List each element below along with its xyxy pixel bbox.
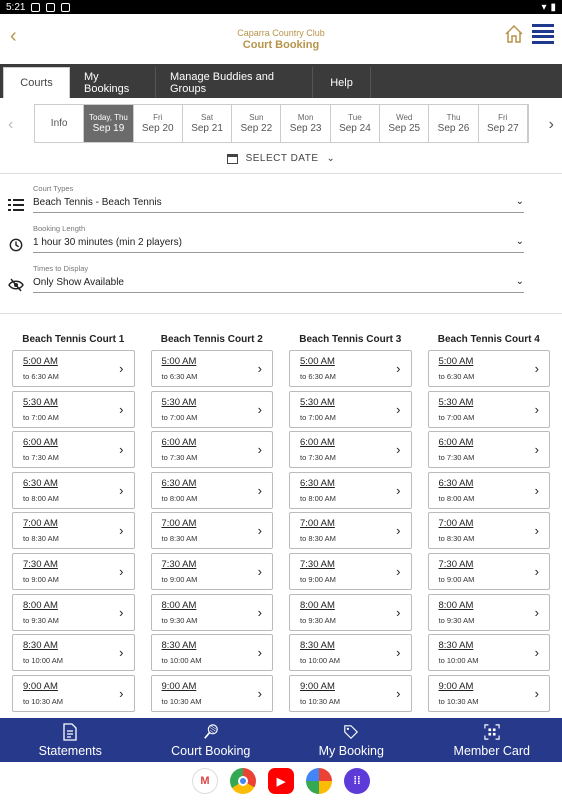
android-dock <box>0 762 562 800</box>
slot-end: to 10:00 AM <box>300 656 341 666</box>
chevron-right-icon: › <box>119 442 124 458</box>
court-column <box>12 330 135 715</box>
date-date: Sep 25 <box>388 123 421 134</box>
times-to-display-filter[interactable] <box>0 260 562 300</box>
slot-end: to 10:00 AM <box>161 656 202 666</box>
chevron-right-icon: › <box>396 645 401 661</box>
slot-end: to 10:30 AM <box>300 696 341 706</box>
app-drawer-icon[interactable]: ⁞⁞ <box>344 768 370 794</box>
info-button[interactable]: Info <box>35 105 84 142</box>
chevron-right-icon: › <box>257 604 262 620</box>
slot-end: to 9:30 AM <box>438 615 475 625</box>
slot-start: 8:30 AM <box>300 640 335 652</box>
court-name: Beach Tennis Court 4 <box>437 334 540 345</box>
slot-end: to 10:30 AM <box>438 696 479 706</box>
date-cell[interactable] <box>380 105 429 142</box>
time-slot[interactable] <box>12 594 135 631</box>
slot-end: to 6:30 AM <box>438 372 475 381</box>
court-column <box>151 330 274 715</box>
time-slot[interactable] <box>151 472 274 509</box>
slot-end: to 9:00 AM <box>300 574 336 584</box>
notification-icon <box>61 3 70 12</box>
time-slot[interactable] <box>428 431 551 468</box>
slot-start: 8:00 AM <box>161 599 197 611</box>
time-slot[interactable] <box>289 391 412 428</box>
court-name: Beach Tennis Court 2 <box>160 334 263 345</box>
time-slot[interactable] <box>428 675 551 712</box>
time-slot[interactable] <box>12 391 135 428</box>
time-slot[interactable] <box>289 634 412 671</box>
time-slot[interactable] <box>12 675 135 712</box>
slot-end: to 7:00 AM <box>438 412 475 422</box>
chevron-right-icon: › <box>396 604 401 620</box>
filter-label: Times to Display <box>33 264 89 273</box>
chevron-right-icon: › <box>396 563 401 579</box>
court-grid <box>12 330 550 715</box>
battery-icon: ▮ <box>550 1 556 13</box>
slot-end: to 8:00 AM <box>438 493 475 503</box>
slot-end: to 9:30 AM <box>161 615 198 625</box>
chevron-right-icon: › <box>396 401 401 417</box>
slot-start: 6:00 AM <box>23 437 58 449</box>
chevron-down-icon: ⌄ <box>515 236 524 247</box>
date-day: Fri <box>498 113 508 122</box>
select-date-label: SELECT DATE <box>245 153 319 164</box>
tennis-racket-icon <box>203 723 219 741</box>
chrome-icon[interactable] <box>230 768 256 794</box>
slot-start: 5:00 AM <box>438 356 474 367</box>
gmail-icon[interactable]: M <box>192 768 218 794</box>
chevron-right-icon: › <box>534 361 539 376</box>
time-slot[interactable] <box>428 512 551 549</box>
qr-code-icon <box>484 723 500 741</box>
date-date: Sep 23 <box>289 123 322 134</box>
time-slot[interactable] <box>151 431 274 468</box>
chevron-right-icon: › <box>396 361 401 376</box>
time-slot[interactable] <box>12 512 135 549</box>
slot-start: 7:00 AM <box>161 518 197 530</box>
nav-label: Member Card <box>453 744 530 758</box>
back-icon[interactable]: ‹ <box>10 25 17 47</box>
filter-value: Only Show Available <box>33 277 524 293</box>
nav-member-card[interactable] <box>422 718 562 762</box>
chevron-right-icon: › <box>119 563 124 579</box>
filter-value: 1 hour 30 minutes (min 2 players) <box>33 237 524 253</box>
slot-end: to 8:30 AM <box>300 534 336 544</box>
notification-icon <box>31 3 40 12</box>
slot-start: 9:00 AM <box>438 680 474 692</box>
slot-end: to 9:30 AM <box>300 615 336 625</box>
slot-start: 6:30 AM <box>23 477 58 489</box>
slot-end: to 10:00 AM <box>438 656 479 666</box>
slot-end: to 10:30 AM <box>161 696 202 706</box>
chevron-right-icon: › <box>257 685 262 701</box>
nav-label: My Booking <box>318 744 384 758</box>
status-bar <box>0 0 562 14</box>
chevron-right-icon: › <box>534 442 539 458</box>
time-slot[interactable] <box>12 350 135 387</box>
slot-start: 8:30 AM <box>161 640 197 652</box>
list-icon <box>8 198 24 212</box>
slot-end: to 7:30 AM <box>438 453 475 463</box>
chevron-right-icon: › <box>119 604 124 620</box>
date-selector <box>0 104 562 144</box>
time-slot[interactable] <box>289 675 412 712</box>
slot-start: 9:00 AM <box>161 680 197 692</box>
clock-icon <box>8 238 24 252</box>
slot-start: 6:00 AM <box>161 437 197 449</box>
chevron-right-icon: › <box>396 442 401 458</box>
slot-start: 5:30 AM <box>161 396 197 408</box>
date-date: Sep 22 <box>240 123 273 134</box>
date-date: Sep 19 <box>92 123 125 134</box>
bottom-nav <box>0 718 562 762</box>
slot-start: 7:30 AM <box>438 558 474 570</box>
chevron-right-icon: › <box>534 523 539 539</box>
slot-start: 7:30 AM <box>300 558 335 570</box>
chevron-right-icon: › <box>119 482 124 498</box>
slot-start: 5:00 AM <box>23 356 58 367</box>
chevron-right-icon: › <box>257 442 262 458</box>
slot-end: to 7:00 AM <box>161 412 198 422</box>
slot-start: 8:30 AM <box>438 640 474 652</box>
hamburger-menu-icon[interactable] <box>532 24 554 44</box>
eye-slash-icon <box>8 278 24 292</box>
time-slot[interactable] <box>289 594 412 631</box>
time-slot[interactable] <box>151 350 274 387</box>
slot-start: 6:30 AM <box>438 477 474 489</box>
chevron-right-icon: › <box>534 685 539 701</box>
booking-length-filter[interactable] <box>0 220 562 260</box>
slot-start: 6:00 AM <box>438 437 474 449</box>
slot-end: to 7:30 AM <box>300 453 336 463</box>
slot-end: to 7:30 AM <box>161 453 198 463</box>
chevron-right-icon: › <box>534 563 539 579</box>
tab-courts[interactable]: Courts <box>3 67 70 98</box>
slot-end: to 9:00 AM <box>161 574 198 584</box>
slot-start: 6:30 AM <box>161 477 197 489</box>
calendar-icon <box>227 154 238 164</box>
time-slot[interactable] <box>12 472 135 509</box>
court-name: Beach Tennis Court 3 <box>299 334 402 345</box>
time-slot[interactable] <box>428 391 551 428</box>
chevron-right-icon[interactable]: › <box>548 116 554 133</box>
slot-start: 5:30 AM <box>23 396 58 408</box>
date-date: Sep 20 <box>141 123 174 134</box>
filter-value: Beach Tennis - Beach Tennis <box>33 197 524 213</box>
filter-label: Booking Length <box>33 224 86 233</box>
date-cell[interactable] <box>84 105 133 142</box>
chevron-right-icon: › <box>534 645 539 661</box>
time-slot[interactable] <box>428 472 551 509</box>
time-slot[interactable] <box>289 431 412 468</box>
time-slot[interactable] <box>289 350 412 387</box>
select-date-button[interactable] <box>0 144 562 174</box>
slot-end: to 9:00 AM <box>438 574 475 584</box>
slot-start: 7:30 AM <box>23 558 58 570</box>
time-slot[interactable] <box>151 512 274 549</box>
slot-end: to 6:30 AM <box>23 372 59 381</box>
nav-label: Statements <box>38 744 102 758</box>
document-icon <box>62 723 78 741</box>
chevron-down-icon: ⌄ <box>326 153 336 164</box>
nav-statements[interactable] <box>0 718 141 762</box>
slot-start: 6:00 AM <box>300 437 335 449</box>
chevron-right-icon: › <box>119 361 124 376</box>
chevron-right-icon: › <box>534 482 539 498</box>
chevron-right-icon: › <box>257 361 262 376</box>
chevron-down-icon: ⌄ <box>515 276 524 287</box>
club-name: Caparra Country Club <box>237 27 325 38</box>
chevron-right-icon: › <box>257 482 262 498</box>
slot-start: 9:00 AM <box>300 680 335 692</box>
nav-label: Court Booking <box>171 744 251 758</box>
date-cell[interactable] <box>429 105 478 142</box>
time-slot[interactable] <box>151 391 274 428</box>
court-type-filter[interactable] <box>0 180 562 220</box>
slot-end: to 8:00 AM <box>23 493 59 503</box>
date-day: Tue <box>348 113 362 122</box>
slot-end: to 8:00 AM <box>300 493 336 503</box>
chevron-right-icon: › <box>396 523 401 539</box>
chevron-right-icon: › <box>257 563 262 579</box>
tag-icon <box>343 723 359 741</box>
slot-start: 8:00 AM <box>438 599 474 611</box>
chevron-right-icon: › <box>534 604 539 620</box>
time-slot[interactable] <box>289 512 412 549</box>
court-column <box>289 330 412 715</box>
tab-manage-buddies[interactable]: Manage Buddies and Groups <box>156 67 313 98</box>
home-icon[interactable] <box>504 24 524 44</box>
date-cell[interactable] <box>281 105 330 142</box>
date-day: Sun <box>249 113 264 122</box>
slot-start: 7:30 AM <box>161 558 197 570</box>
date-cell[interactable] <box>479 105 528 142</box>
filters-panel <box>0 174 562 314</box>
slot-end: to 8:00 AM <box>161 493 198 503</box>
chevron-right-icon: › <box>396 482 401 498</box>
date-date: Sep 24 <box>339 123 371 134</box>
photos-icon[interactable] <box>306 768 332 794</box>
slot-end: to 10:00 AM <box>23 656 64 666</box>
tab-bar <box>0 64 562 98</box>
chevron-left-icon[interactable]: ‹ <box>8 116 14 133</box>
slot-start: 8:30 AM <box>23 640 58 652</box>
time-slot[interactable] <box>428 350 551 387</box>
time-slot[interactable] <box>428 553 551 590</box>
wifi-icon: ▾ <box>541 1 547 13</box>
date-cell[interactable] <box>331 105 380 142</box>
time-slot[interactable] <box>289 472 412 509</box>
tab-my-bookings[interactable]: My Bookings <box>70 67 156 98</box>
slot-start: 8:00 AM <box>300 599 335 611</box>
time-slot[interactable] <box>151 634 274 671</box>
time-slot[interactable] <box>289 553 412 590</box>
date-day: Thu <box>446 113 461 122</box>
slot-end: to 10:30 AM <box>23 696 64 706</box>
chevron-right-icon: › <box>119 645 124 661</box>
date-date: Sep 21 <box>191 123 223 134</box>
chevron-right-icon: › <box>534 401 539 417</box>
time-slot[interactable] <box>151 675 274 712</box>
chevron-right-icon: › <box>396 685 401 701</box>
slot-start: 7:00 AM <box>23 518 58 530</box>
date-day: Fri <box>153 113 163 122</box>
slot-end: to 9:30 AM <box>23 615 59 625</box>
slot-end: to 8:30 AM <box>23 534 59 544</box>
time-slot[interactable] <box>151 553 274 590</box>
slot-start: 5:00 AM <box>300 356 335 367</box>
slot-end: to 7:30 AM <box>23 453 59 463</box>
slot-start: 5:00 AM <box>161 356 197 367</box>
youtube-icon[interactable]: ▶ <box>268 768 294 794</box>
slot-end: to 7:00 AM <box>23 412 59 422</box>
chevron-right-icon: › <box>119 523 124 539</box>
slot-start: 7:00 AM <box>438 518 474 530</box>
date-day: Today, Thu <box>89 113 128 122</box>
page-title: Court Booking <box>242 38 320 51</box>
time-slot[interactable] <box>428 634 551 671</box>
court-name: Beach Tennis Court 1 <box>22 334 125 345</box>
slot-start: 6:30 AM <box>300 477 335 489</box>
chevron-right-icon: › <box>257 645 262 661</box>
nav-my-booking[interactable] <box>281 718 422 762</box>
time-slot[interactable] <box>151 594 274 631</box>
slot-end: to 8:30 AM <box>438 534 475 544</box>
date-day: Wed <box>396 113 413 122</box>
slot-end: to 7:00 AM <box>300 412 336 422</box>
slot-end: to 6:30 AM <box>300 372 336 381</box>
time-slot[interactable] <box>428 594 551 631</box>
date-date: Sep 26 <box>437 123 470 134</box>
date-cell[interactable] <box>232 105 281 142</box>
slot-start: 7:00 AM <box>300 518 335 530</box>
date-strip <box>34 104 529 143</box>
time-slot[interactable] <box>12 634 135 671</box>
notification-icon <box>46 3 55 12</box>
tab-help[interactable]: Help <box>313 67 371 98</box>
date-day: Sat <box>201 113 214 122</box>
status-time: 5:21 <box>6 1 26 13</box>
chevron-down-icon: ⌄ <box>515 196 524 207</box>
chevron-right-icon: › <box>257 523 262 539</box>
chevron-right-icon: › <box>257 401 262 417</box>
court-column <box>428 330 551 715</box>
slot-end: to 9:00 AM <box>23 574 59 584</box>
slot-start: 5:30 AM <box>300 396 335 408</box>
app-header <box>0 14 562 64</box>
slot-end: to 6:30 AM <box>161 372 198 381</box>
slot-start: 9:00 AM <box>23 680 58 692</box>
chevron-right-icon: › <box>119 401 124 417</box>
slot-start: 8:00 AM <box>23 599 58 611</box>
time-slot[interactable] <box>12 553 135 590</box>
date-date: Sep 27 <box>486 123 519 134</box>
filter-label: Court Types <box>33 184 74 193</box>
nav-court-booking[interactable] <box>141 718 282 762</box>
time-slot[interactable] <box>12 431 135 468</box>
date-cell[interactable] <box>134 105 183 142</box>
slot-start: 5:30 AM <box>438 396 474 408</box>
chevron-right-icon: › <box>119 685 124 701</box>
date-cell[interactable] <box>183 105 232 142</box>
slot-end: to 8:30 AM <box>161 534 198 544</box>
date-day: Mon <box>297 113 314 122</box>
